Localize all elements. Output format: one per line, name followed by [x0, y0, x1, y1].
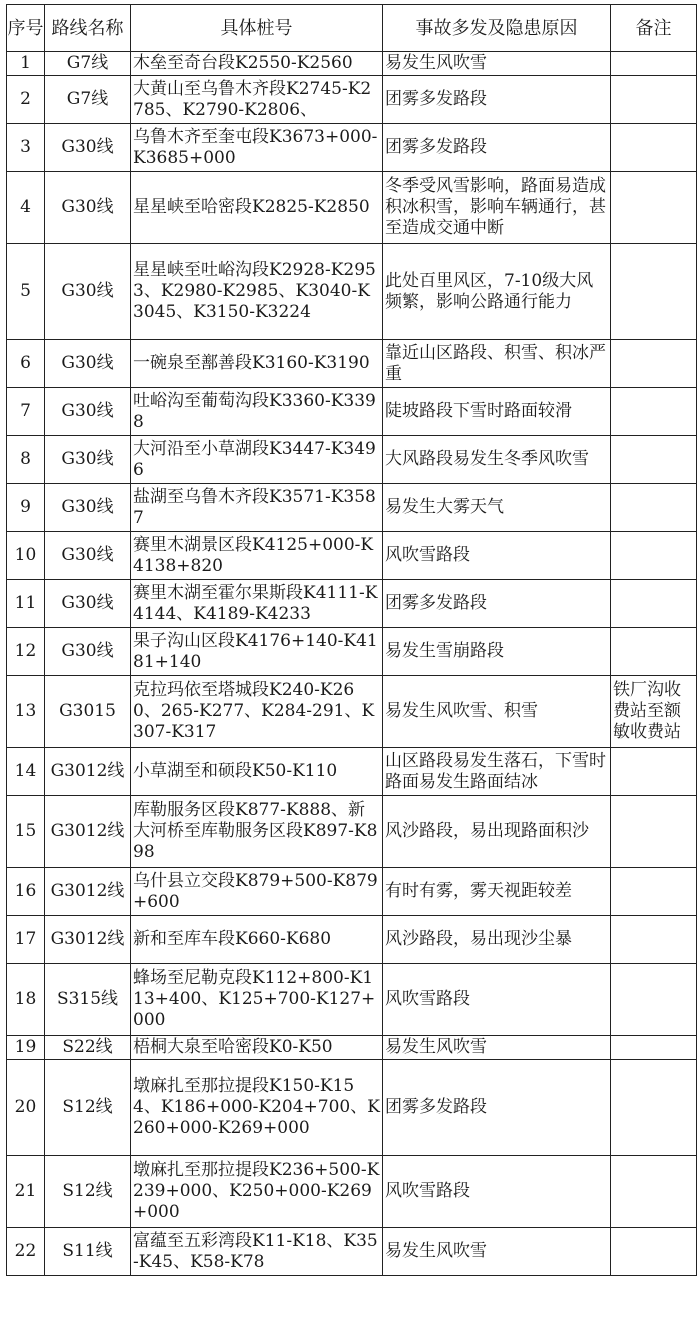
header-hazard-cause: 事故多发及隐患原因 — [383, 5, 611, 52]
row-hazard-cause: 风吹雪路段 — [383, 964, 611, 1036]
row-hazard-cause: 风吹雪路段 — [383, 532, 611, 580]
row-stake-number: 小草湖至和硕段K50-K110 — [131, 748, 383, 796]
row-remarks — [611, 1228, 697, 1276]
row-remarks — [611, 1156, 697, 1228]
row-route-name: G30线 — [45, 580, 131, 628]
row-serial-no: 8 — [7, 436, 45, 484]
table-row — [7, 124, 697, 172]
row-stake-number: 富蕴至五彩湾段K11-K18、K35-K45、K58-K78 — [131, 1228, 383, 1276]
row-serial-no: 7 — [7, 388, 45, 436]
row-serial-no: 5 — [7, 244, 45, 340]
row-remarks — [611, 172, 697, 244]
row-route-name: G30线 — [45, 124, 131, 172]
table-row — [7, 1156, 697, 1228]
row-remarks — [611, 244, 697, 340]
table-row — [7, 484, 697, 532]
row-stake-number: 乌鲁木齐至奎屯段K3673+000-K3685+000 — [131, 124, 383, 172]
row-stake-number: 乌什县立交段K879+500-K879+600 — [131, 868, 383, 916]
table-row — [7, 796, 697, 868]
row-route-name: G30线 — [45, 436, 131, 484]
road-hazard-table — [6, 4, 697, 1276]
row-route-name: G7线 — [45, 52, 131, 76]
row-route-name: S22线 — [45, 1036, 131, 1060]
row-stake-number: 木垒至奇台段K2550-K2560 — [131, 52, 383, 76]
row-stake-number: 墩麻扎至那拉提段K236+500-K239+000、K250+000-K269+000 — [131, 1156, 383, 1228]
row-serial-no: 15 — [7, 796, 45, 868]
row-hazard-cause: 团雾多发路段 — [383, 124, 611, 172]
table-row — [7, 964, 697, 1036]
header-route-name: 路线名称 — [45, 5, 131, 52]
row-remarks — [611, 124, 697, 172]
row-stake-number: 盐湖至乌鲁木齐段K3571-K3587 — [131, 484, 383, 532]
row-route-name: G30线 — [45, 484, 131, 532]
row-remarks — [611, 580, 697, 628]
row-route-name: S315线 — [45, 964, 131, 1036]
row-stake-number: 大河沿至小草湖段K3447-K3496 — [131, 436, 383, 484]
row-route-name: G30线 — [45, 172, 131, 244]
row-remarks — [611, 748, 697, 796]
row-route-name: S12线 — [45, 1060, 131, 1156]
header-remarks: 备注 — [611, 5, 697, 52]
row-route-name: G3012线 — [45, 916, 131, 964]
table-row — [7, 388, 697, 436]
row-hazard-cause: 易发生风吹雪 — [383, 1036, 611, 1060]
row-remarks: 铁厂沟收费站至额敏收费站 — [611, 676, 697, 748]
table-body — [7, 52, 697, 1276]
table-row — [7, 676, 697, 748]
row-stake-number: 吐峪沟至葡萄沟段K3360-K3398 — [131, 388, 383, 436]
row-serial-no: 9 — [7, 484, 45, 532]
row-stake-number: 星星峡至哈密段K2825-K2850 — [131, 172, 383, 244]
row-hazard-cause: 靠近山区路段、积雪、积冰严重 — [383, 340, 611, 388]
row-route-name: G30线 — [45, 340, 131, 388]
row-remarks — [611, 1060, 697, 1156]
row-serial-no: 11 — [7, 580, 45, 628]
row-stake-number: 墩麻扎至那拉提段K150-K154、K186+000-K204+700、K260+000-K269+000 — [131, 1060, 383, 1156]
row-stake-number: 梧桐大泉至哈密段K0-K50 — [131, 1036, 383, 1060]
table-row — [7, 748, 697, 796]
row-route-name: G30线 — [45, 532, 131, 580]
table-row — [7, 1060, 697, 1156]
row-serial-no: 19 — [7, 1036, 45, 1060]
row-serial-no: 10 — [7, 532, 45, 580]
row-route-name: G3015 — [45, 676, 131, 748]
row-remarks — [611, 388, 697, 436]
row-stake-number: 大黄山至乌鲁木齐段K2745-K2785、K2790-K2806、 — [131, 76, 383, 124]
table-row — [7, 340, 697, 388]
row-hazard-cause: 风吹雪路段 — [383, 1156, 611, 1228]
row-remarks — [611, 868, 697, 916]
row-serial-no: 18 — [7, 964, 45, 1036]
row-serial-no: 12 — [7, 628, 45, 676]
row-serial-no: 20 — [7, 1060, 45, 1156]
row-serial-no: 2 — [7, 76, 45, 124]
row-route-name: G3012线 — [45, 796, 131, 868]
row-remarks — [611, 484, 697, 532]
row-serial-no: 21 — [7, 1156, 45, 1228]
row-route-name: S12线 — [45, 1156, 131, 1228]
header-stake-number: 具体桩号 — [131, 5, 383, 52]
row-stake-number: 蜂场至尼勒克段K112+800-K113+400、K125+700-K127+000 — [131, 964, 383, 1036]
row-serial-no: 16 — [7, 868, 45, 916]
header-row — [7, 5, 697, 52]
table-row — [7, 1228, 697, 1276]
row-hazard-cause: 风沙路段，易出现沙尘暴 — [383, 916, 611, 964]
row-remarks — [611, 340, 697, 388]
row-serial-no: 1 — [7, 52, 45, 76]
table-row — [7, 52, 697, 76]
row-hazard-cause: 冬季受风雪影响，路面易造成积冰积雪，影响车辆通行，甚至造成交通中断 — [383, 172, 611, 244]
row-hazard-cause: 易发生风吹雪、积雪 — [383, 676, 611, 748]
row-serial-no: 6 — [7, 340, 45, 388]
row-hazard-cause: 易发生雪崩路段 — [383, 628, 611, 676]
row-remarks — [611, 964, 697, 1036]
table-row — [7, 172, 697, 244]
row-route-name: S11线 — [45, 1228, 131, 1276]
row-hazard-cause: 易发生风吹雪 — [383, 52, 611, 76]
row-stake-number: 赛里木湖景区段K4125+000-K4138+820 — [131, 532, 383, 580]
table-row — [7, 436, 697, 484]
row-remarks — [611, 532, 697, 580]
row-hazard-cause: 易发生风吹雪 — [383, 1228, 611, 1276]
header-serial-no: 序号 — [7, 5, 45, 52]
row-stake-number: 库勒服务区段K877-K888、新大河桥至库勒服务区段K897-K898 — [131, 796, 383, 868]
row-route-name: G3012线 — [45, 868, 131, 916]
row-route-name: G30线 — [45, 388, 131, 436]
row-serial-no: 17 — [7, 916, 45, 964]
row-serial-no: 13 — [7, 676, 45, 748]
row-route-name: G3012线 — [45, 748, 131, 796]
row-serial-no: 4 — [7, 172, 45, 244]
road-hazard-table-sheet — [6, 4, 696, 1276]
row-serial-no: 22 — [7, 1228, 45, 1276]
row-hazard-cause: 团雾多发路段 — [383, 1060, 611, 1156]
row-hazard-cause: 山区路段易发生落石，下雪时路面易发生路面结冰 — [383, 748, 611, 796]
row-remarks — [611, 796, 697, 868]
table-row — [7, 76, 697, 124]
row-serial-no: 14 — [7, 748, 45, 796]
row-route-name: G30线 — [45, 628, 131, 676]
table-row — [7, 532, 697, 580]
table-row — [7, 244, 697, 340]
row-remarks — [611, 52, 697, 76]
row-serial-no: 3 — [7, 124, 45, 172]
row-hazard-cause: 团雾多发路段 — [383, 580, 611, 628]
row-remarks — [611, 76, 697, 124]
row-remarks — [611, 628, 697, 676]
table-row — [7, 916, 697, 964]
row-remarks — [611, 916, 697, 964]
row-stake-number: 星星峡至吐峪沟段K2928-K2953、K2980-K2985、K3040-K3045、K3150-K3224 — [131, 244, 383, 340]
row-hazard-cause: 团雾多发路段 — [383, 76, 611, 124]
row-route-name: G30线 — [45, 244, 131, 340]
row-route-name: G7线 — [45, 76, 131, 124]
row-stake-number: 一碗泉至鄯善段K3160-K3190 — [131, 340, 383, 388]
row-stake-number: 果子沟山区段K4176+140-K4181+140 — [131, 628, 383, 676]
row-hazard-cause: 此处百里风区，7-10级大风频繁，影响公路通行能力 — [383, 244, 611, 340]
table-header — [7, 5, 697, 52]
row-hazard-cause: 风沙路段，易出现路面积沙 — [383, 796, 611, 868]
row-hazard-cause: 大风路段易发生冬季风吹雪 — [383, 436, 611, 484]
row-stake-number: 新和至库车段K660-K680 — [131, 916, 383, 964]
row-stake-number: 赛里木湖至霍尔果斯段K4111-K4144、K4189-K4233 — [131, 580, 383, 628]
table-row — [7, 868, 697, 916]
row-hazard-cause: 易发生大雾天气 — [383, 484, 611, 532]
row-hazard-cause: 有时有雾，雾天视距较差 — [383, 868, 611, 916]
row-remarks — [611, 1036, 697, 1060]
table-row — [7, 580, 697, 628]
table-row — [7, 628, 697, 676]
table-row — [7, 1036, 697, 1060]
row-hazard-cause: 陡坡路段下雪时路面较滑 — [383, 388, 611, 436]
row-remarks — [611, 436, 697, 484]
row-stake-number: 克拉玛依至塔城段K240-K260、265-K277、K284-291、K307-K317 — [131, 676, 383, 748]
